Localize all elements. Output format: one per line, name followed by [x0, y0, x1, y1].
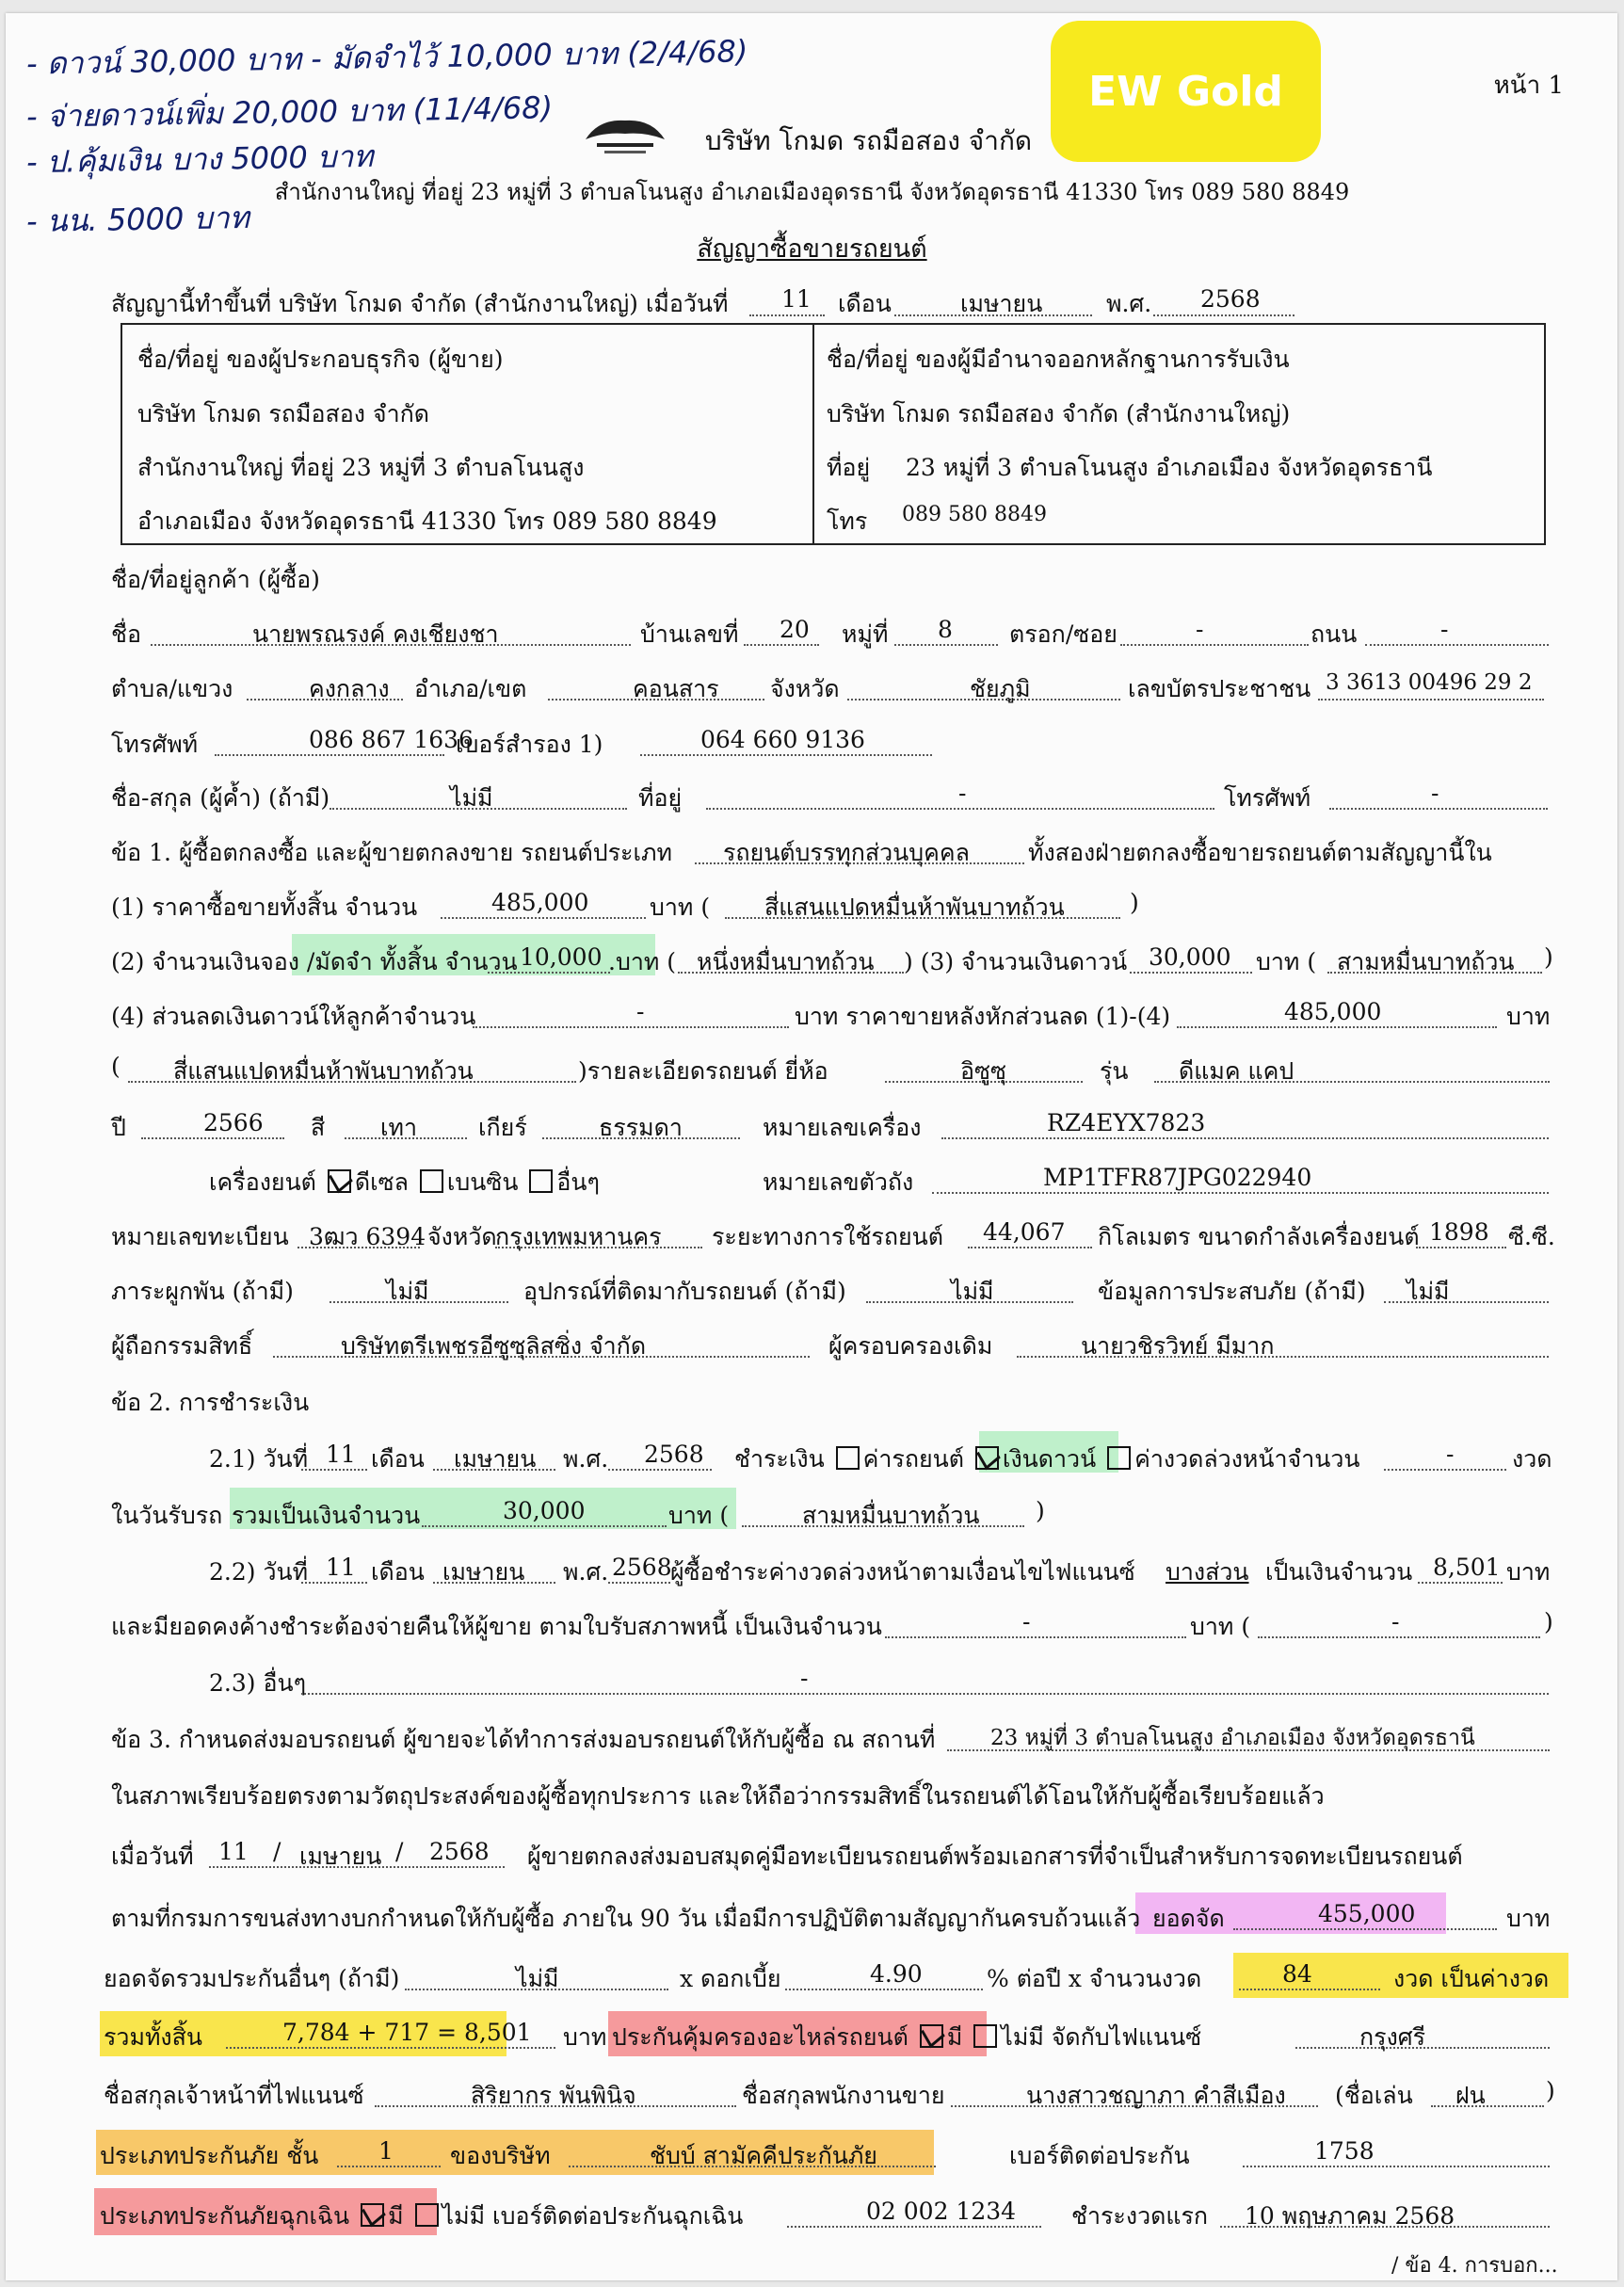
- clause2-heading: ข้อ 2. การชำระเงิน: [111, 1389, 310, 1416]
- slash: /: [395, 1838, 404, 1865]
- buyer-road: -: [1440, 616, 1449, 643]
- equipment-label: อุปกรณ์ที่ติดมากับรถยนต์ (ถ้ามี): [523, 1278, 846, 1305]
- advance-label: ค่างวดล่วงหน้าจำนวน: [1134, 1445, 1360, 1473]
- delivery-place: 23 หมู่ที่ 3 ตำบลโนนสูง อำเภอเมือง จังหวัดอุดรธานี: [990, 1726, 1475, 1750]
- total-price-words: สี่แสนแปดหมื่นห้าพันบาทถ้วน: [764, 894, 1065, 921]
- seller-address: สำนักงานใหญ่ ที่อยู่ 23 หมู่ที่ 3 ตำบลโนนสูง: [137, 454, 585, 481]
- installment-label: งวด เป็นค่างวด: [1393, 1965, 1550, 1992]
- buyer-house: 20: [780, 616, 810, 643]
- engine-type-row: [209, 1164, 600, 1201]
- hq-address: สำนักงานใหญ่ ที่อยู่ 23 หมู่ที่ 3 ตำบลโนนสูง อำเภอเมืองอุดรธานี จังหวัดอุดรธานี 41330 โทร 089 580 8849: [274, 179, 1350, 205]
- remaining-amount: -: [1022, 1608, 1031, 1635]
- payment2-text: ผู้ซื้อชำระค่างวดล่วงหน้าตามเงื่อนไขไฟแนนซ์: [670, 1558, 1135, 1586]
- payment1-options: [734, 1441, 1359, 1478]
- remaining-words: -: [1391, 1608, 1400, 1635]
- insurance-total-label: ยอดจัดรวมประกันอื่นๆ (ถ้ามี): [104, 1965, 400, 1992]
- buyer-id: 3 3613 00496 29 2: [1326, 670, 1533, 695]
- previous-owner-label: ผู้ครอบครองเดิม: [828, 1332, 993, 1360]
- close-paren: ): [1544, 943, 1553, 971]
- total-label: รวมทั้งสิ้น: [104, 2023, 202, 2051]
- gear-label: เกียร์: [478, 1114, 527, 1141]
- buyer-amphoe: คอนสาร: [633, 675, 719, 702]
- amphoe-label: อำเภอ/เขต: [414, 675, 527, 702]
- km-label: กิโลเมตร ขนาดกำลังเครื่องยนต์: [1098, 1223, 1420, 1250]
- car-brand: อิซูซุ: [960, 1057, 1006, 1085]
- buyer-phone2: 064 660 9136: [700, 726, 865, 753]
- down-amount: 30,000: [1149, 943, 1231, 971]
- advance-amount: -: [1446, 1441, 1455, 1468]
- payment2-year: 2568: [612, 1554, 672, 1581]
- baht-label: บาท (: [1256, 948, 1317, 975]
- payment1-year: 2568: [644, 1441, 704, 1468]
- nickname: ฝน: [1455, 2082, 1486, 2109]
- net-price-words: สี่แสนแปดหมื่นห้าพันบาทถ้วน: [173, 1057, 474, 1085]
- emergency-phone: 02 002 1234: [866, 2198, 1017, 2225]
- plate-no: 3ฒว 6394: [309, 1223, 426, 1250]
- payment2-amount: 8,501: [1433, 1554, 1501, 1581]
- benzin-label: เบนซิน: [446, 1168, 519, 1196]
- down-words: สามหมื่นบาทถ้วน: [1337, 948, 1515, 975]
- guarantor-label: ชื่อ-สกุล (ผู้ค้ำ) (ถ้ามี): [111, 784, 330, 812]
- baht-label: บาท: [1506, 1558, 1551, 1586]
- payment1-day: 11: [326, 1441, 356, 1468]
- soi-label: ตรอก/ซอย: [1009, 620, 1118, 648]
- clause3-text: ผู้ขายตกลงส่งมอบสมุดคู่มือทะเบียนรถยนต์พร้อมเอกสารที่จำเป็นสำหรับการจดทะเบียนรถยนต์: [527, 1843, 1463, 1870]
- previous-owner: นายวชิรวิทย์ มีมาก: [1081, 1332, 1275, 1360]
- owner-label: ผู้ถือกรรมสิทธิ์: [111, 1332, 253, 1360]
- no-label: ไม่มี: [1001, 2023, 1044, 2051]
- province-label: จังหวัด: [770, 675, 840, 702]
- handwritten-note: - จ่ายดาวน์เพิ่ม 20,000 บาท (11/4/68): [25, 89, 554, 135]
- clause1-intro: ข้อ 1. ผู้ซื้อตกลงซื้อ และผู้ขายตกลงขาย รถยนต์ประเภท: [111, 839, 672, 866]
- insurance-total: ไม่มี: [516, 1965, 559, 1992]
- month-label: เดือน: [838, 290, 892, 317]
- finance-company: กรุงศรี: [1359, 2023, 1426, 2051]
- road-label: ถนน: [1310, 620, 1358, 648]
- interest-label: x ดอกเบี้ย: [680, 1965, 781, 1992]
- insurance-phone: 1758: [1314, 2137, 1375, 2165]
- buyer-name: นายพรณรงค์ คงเชียงชา: [252, 620, 499, 648]
- pay-label: ชำระเงิน: [734, 1445, 825, 1473]
- deposit-label: (2) จำนวนเงินจอง /มัดจำ ทั้งสิ้น จำนวน: [111, 948, 518, 975]
- down-payment-label: เงินดาวน์: [1002, 1445, 1097, 1473]
- id-label: เลขบัตรประชาชน: [1128, 675, 1311, 702]
- parts-protection-no-checkbox[interactable]: [973, 2024, 997, 2048]
- interest-rate: 4.90: [870, 1960, 923, 1988]
- delivery-day: 11: [218, 1838, 249, 1865]
- clause1-intro-end: ทั้งสองฝ่ายตกลงซื้อขายรถยนต์ตามสัญญานี้ใน: [1028, 839, 1492, 866]
- diesel-checkbox[interactable]: [328, 1169, 351, 1193]
- insurance-class: 1: [378, 2137, 394, 2165]
- close-paren: ): [1130, 889, 1139, 916]
- receiver-phone-label: โทร: [827, 507, 868, 535]
- payment3-other: -: [800, 1665, 809, 1692]
- accident-label: ข้อมูลการประสบภัย (ถ้ามี): [1098, 1278, 1366, 1305]
- engine-type-label: เครื่องยนต์: [209, 1168, 316, 1196]
- insurance-company-label: ของบริษัท: [450, 2142, 551, 2169]
- close-paren: ): [1036, 1497, 1045, 1524]
- encumbrance: ไม่มี: [386, 1278, 429, 1305]
- receiver-phone: 089 580 8849: [902, 503, 1047, 526]
- deposit-amount: 10,000: [520, 943, 603, 971]
- delivery-month: เมษายน: [299, 1843, 382, 1870]
- deposit-words: หนึ่งหมื่นบาทถ้วน: [697, 948, 875, 975]
- baht-label: บาท: [563, 2023, 607, 2051]
- accident: ไม่มี: [1407, 1278, 1450, 1305]
- contract-made-label: สัญญานี้ทำขึ้นที่ บริษัท โกมด จำกัด (สำนักงานใหญ่) เมื่อวันที่: [111, 290, 729, 317]
- diesel-label: ดีเซล: [354, 1168, 409, 1196]
- buyer-name-label: ชื่อ: [111, 620, 141, 648]
- clause3-text: ตามที่กรมการขนส่งทางบกกำหนดให้กับผู้ซื้อ ภายใน 90 วัน เมื่อมีการปฏิบัติตามสัญญากันครบถ้วนแล้ว: [111, 1905, 1141, 1932]
- handwritten-note: - ดาวน์ 30,000 บาท - มัดจำไว้ 10,000 บาท (2/4/68): [25, 33, 748, 82]
- sales-person: นางสาวชญาภา คำสีเมือง: [1026, 2082, 1286, 2109]
- clause3-text: ในสภาพเรียบร้อยตรงตามวัตถุประสงค์ของผู้ซื้อทุกประการ และให้ถือว่ากรรมสิทธิ์ในรถยนต์ได้โอนให้กับผู้ซื้อเรียบร้อยแล้ว: [111, 1782, 1325, 1810]
- per-year-label: % ต่อปี x จำนวนงวด: [987, 1965, 1202, 1992]
- sum-words: สามหมื่นบาทถ้วน: [802, 1502, 980, 1529]
- receiver-heading: ชื่อ/ที่อยู่ ของผู้มีอำนาจออกหลักฐานการรับเงิน: [827, 346, 1290, 373]
- finance-officer-label: ชื่อสกุลเจ้าหน้าที่ไฟแนนซ์: [104, 2082, 364, 2109]
- payment2-date-label: 2.2) วันที่: [209, 1558, 309, 1586]
- remaining-label: และมียอดคงค้างชำระต้องจ่ายคืนให้ผู้ขาย ตามใบรับสภาพหนี้ เป็นเงินจำนวน: [111, 1613, 882, 1640]
- baht-label: .บาท (: [608, 948, 677, 975]
- down-label: ) (3) จำนวนเงินดาวน์: [904, 948, 1128, 975]
- ew-gold-badge: EW Gold: [1051, 21, 1321, 162]
- company-name: บริษัท โกมด รถมือสอง จำกัด: [704, 125, 1033, 156]
- other-checkbox[interactable]: [529, 1169, 553, 1193]
- receive-label: ในวันรับรถ: [111, 1502, 223, 1529]
- contract-month: เมษายน: [960, 290, 1043, 317]
- sales-label: ชื่อสกุลพนักงานขาย: [742, 2082, 945, 2109]
- emergency-yes-checkbox[interactable]: [361, 2203, 384, 2227]
- month-label: เดือน: [371, 1445, 425, 1473]
- nickname-label: (ชื่อเล่น: [1335, 2082, 1413, 2109]
- car-type: รถยนต์บรรทุกส่วนบุคคล: [723, 839, 970, 866]
- discount-amount: -: [636, 998, 645, 1025]
- payment1-month: เมษายน: [454, 1445, 537, 1473]
- cc-unit: ซี.ซี.: [1508, 1223, 1555, 1250]
- car-detail-label: )รายละเอียดรถยนต์ ยี่ห้อ: [578, 1057, 828, 1085]
- baht-label: บาท (: [650, 894, 711, 921]
- baht-label: บาท: [1506, 1003, 1551, 1030]
- sum-amount: 30,000: [503, 1497, 586, 1524]
- year-label: พ.ศ.: [563, 1445, 609, 1473]
- insurance-phone-label: เบอร์ติดต่อประกัน: [1009, 2142, 1190, 2169]
- receiver-address: 23 หมู่ที่ 3 ตำบลโนนสูง อำเภอเมือง จังหวัดอุดรธานี: [906, 454, 1433, 481]
- emergency-phone-label: เบอร์ติดต่อประกันฉุกเฉิน: [492, 2202, 744, 2230]
- baht-label: บาท (: [668, 1502, 730, 1529]
- net-price-label: บาท ราคาขายหลังหักส่วนลด (1)-(4): [795, 1003, 1171, 1030]
- installment-count: 84: [1282, 1960, 1312, 1988]
- total-price-label: (1) ราคาซื้อขายทั้งสิ้น จำนวน: [111, 894, 418, 921]
- guarantor-address-label: ที่อยู่: [638, 784, 683, 812]
- other-label: อื่นๆ: [556, 1168, 600, 1196]
- tambon-label: ตำบล/แขวง: [111, 675, 233, 702]
- car-gear: ธรรมดา: [599, 1114, 683, 1141]
- payment1-date-label: 2.1) วันที่: [209, 1445, 309, 1473]
- finance-amount: 455,000: [1318, 1900, 1416, 1927]
- owner: บริษัทตรีเพชรอีซูซุลิสซิ่ง จำกัด: [341, 1332, 647, 1360]
- delivery-year: 2568: [429, 1838, 490, 1865]
- engine-no-label: หมายเลขเครื่อง: [763, 1114, 922, 1141]
- handwritten-note: - ป.คุ้มเงิน บาง 5000 บาท: [25, 137, 374, 181]
- page-title: สัญญาซื้อขายรถยนต์: [697, 234, 927, 264]
- year-label: พ.ศ.: [563, 1558, 609, 1586]
- phone-label: โทรศัพท์: [111, 731, 199, 758]
- receiver-address-label: ที่อยู่: [827, 454, 871, 481]
- installments-label: งวด: [1512, 1445, 1552, 1473]
- payment2-amount-label: เป็นเงินจำนวน: [1265, 1558, 1413, 1586]
- advance-checkbox[interactable]: [1107, 1446, 1131, 1470]
- emergency-no-checkbox[interactable]: [415, 2203, 439, 2227]
- insurance-class-label: ประเภทประกันภัย ชั้น: [100, 2142, 319, 2169]
- car-price-label: ค่ารถยนต์: [862, 1445, 964, 1473]
- car-model: ดีแมค แคป: [1179, 1057, 1294, 1085]
- total-price: 485,000: [491, 889, 589, 916]
- down-payment-checkbox[interactable]: [975, 1446, 999, 1470]
- guarantor-phone-label: โทรศัพท์: [1224, 784, 1311, 812]
- discount-label: (4) ส่วนลดเงินดาวน์ให้ลูกค้าจำนวน: [111, 1003, 476, 1030]
- plate-label: หมายเลขทะเบียน: [111, 1223, 289, 1250]
- continued-note: / ข้อ 4. การบอก...: [1391, 2254, 1558, 2278]
- first-payment-label: ชำระงวดแรก: [1071, 2202, 1209, 2230]
- chassis-no: MP1TFR87JPG022940: [1043, 1164, 1312, 1191]
- payment3-label: 2.3) อื่นๆ: [209, 1669, 306, 1697]
- equipment: ไม่มี: [951, 1278, 994, 1305]
- yes-label: มี: [388, 2202, 404, 2230]
- insurance-company: ชับบ์ สามัคคีประกันภัย: [650, 2142, 877, 2169]
- buyer-heading: ชื่อ/ที่อยู่ลูกค้า (ผู้ซื้อ): [111, 566, 320, 593]
- guarantor-name: ไม่มี: [450, 784, 493, 812]
- moo-label: หมู่ที่: [842, 620, 889, 648]
- first-payment-date: 10 พฤษภาคม 2568: [1245, 2202, 1455, 2230]
- year-label: พ.ศ.: [1106, 290, 1152, 317]
- parts-protection-label: ประกันคุ้มครองอะไหล่รถยนต์: [612, 2023, 908, 2051]
- car-price-checkbox[interactable]: [836, 1446, 860, 1470]
- seller-address-2: อำเภอเมือง จังหวัดอุดรธานี 41330 โทร 089 580 8849: [137, 507, 717, 535]
- page-number: หน้า 1: [1493, 72, 1564, 100]
- buyer-soi: -: [1196, 616, 1204, 643]
- finance-company-label: จัดกับไฟแนนซ์: [1051, 2023, 1202, 2051]
- engine-no: RZ4EYX7823: [1047, 1109, 1206, 1136]
- plate-province: กรุงเทพมหานคร: [495, 1223, 662, 1250]
- net-price: 485,000: [1284, 998, 1382, 1025]
- slash: /: [273, 1838, 281, 1865]
- year-label: ปี: [111, 1114, 126, 1141]
- parts-protection-row: [612, 2019, 1201, 2056]
- engine-cc: 1898: [1429, 1218, 1489, 1246]
- phone2-label: เบอร์สำรอง 1): [456, 731, 603, 758]
- installment-total: 7,784 + 717 = 8,501: [282, 2019, 532, 2046]
- handwritten-note: - นน. 5000 บาท: [25, 199, 250, 240]
- contract-year: 2568: [1200, 285, 1261, 313]
- finance-amount-label: ยอดจัด: [1152, 1905, 1225, 1932]
- month-label: เดือน: [371, 1558, 425, 1586]
- payment2-day: 11: [326, 1554, 356, 1581]
- guarantor-address: -: [958, 780, 967, 807]
- buyer-moo: 8: [938, 616, 953, 643]
- plate-province-label: จังหวัด: [427, 1223, 497, 1250]
- contract-day: 11: [781, 285, 812, 313]
- baht-label: บาท (: [1190, 1613, 1251, 1640]
- receiver-name: บริษัท โกมด รถมือสอง จำกัด (สำนักงานใหญ่): [827, 400, 1291, 427]
- parts-protection-yes-checkbox[interactable]: [920, 2024, 943, 2048]
- emergency-insurance-row: [100, 2198, 743, 2235]
- finance-officer: สิริยากร พันพินิจ: [471, 2082, 636, 2109]
- model-label: รุ่น: [1100, 1057, 1129, 1085]
- mileage-label: ระยะทางการใช้รถยนต์: [712, 1223, 943, 1250]
- clause3-text: ข้อ 3. กำหนดส่งมอบรถยนต์ ผู้ขายจะได้ทำการส่งมอบรถยนต์ให้กับผู้ซื้อ ณ สถานที่: [111, 1726, 936, 1753]
- buyer-tambon: คงกลาง: [309, 675, 390, 702]
- color-label: สี: [311, 1114, 326, 1141]
- yes-label: มี: [946, 2023, 963, 2051]
- delivery-date-label: เมื่อวันที่: [111, 1843, 194, 1870]
- encumbrance-label: ภาระผูกพัน (ถ้ามี): [111, 1278, 294, 1305]
- close-paren: ): [1546, 2077, 1555, 2104]
- no-label: ไม่มี: [442, 2202, 486, 2230]
- payment2-month: เมษายน: [442, 1558, 525, 1586]
- baht-label: บาท: [1506, 1905, 1551, 1932]
- guarantor-phone: -: [1431, 780, 1439, 807]
- buyer-phone: 086 867 1636: [309, 726, 474, 753]
- partial-label: บางส่วน: [1166, 1558, 1249, 1586]
- seller-name: บริษัท โกมด รถมือสอง จำกัด: [137, 400, 429, 427]
- car-color: เทา: [380, 1114, 418, 1141]
- benzin-checkbox[interactable]: [420, 1169, 443, 1193]
- mileage: 44,067: [983, 1218, 1066, 1246]
- car-year: 2566: [203, 1109, 264, 1136]
- buyer-province: ชัยภูมิ: [970, 675, 1031, 702]
- chassis-label: หมายเลขตัวถัง: [763, 1168, 914, 1196]
- seller-heading: ชื่อ/ที่อยู่ ของผู้ประกอบธุรกิจ (ผู้ขาย): [137, 346, 504, 373]
- emergency-insurance-label: ประเภทประกันภัยฉุกเฉิน: [100, 2202, 350, 2230]
- sum-label: รวมเป็นเงินจำนวน: [232, 1502, 421, 1529]
- house-label: บ้านเลขที่: [640, 620, 739, 648]
